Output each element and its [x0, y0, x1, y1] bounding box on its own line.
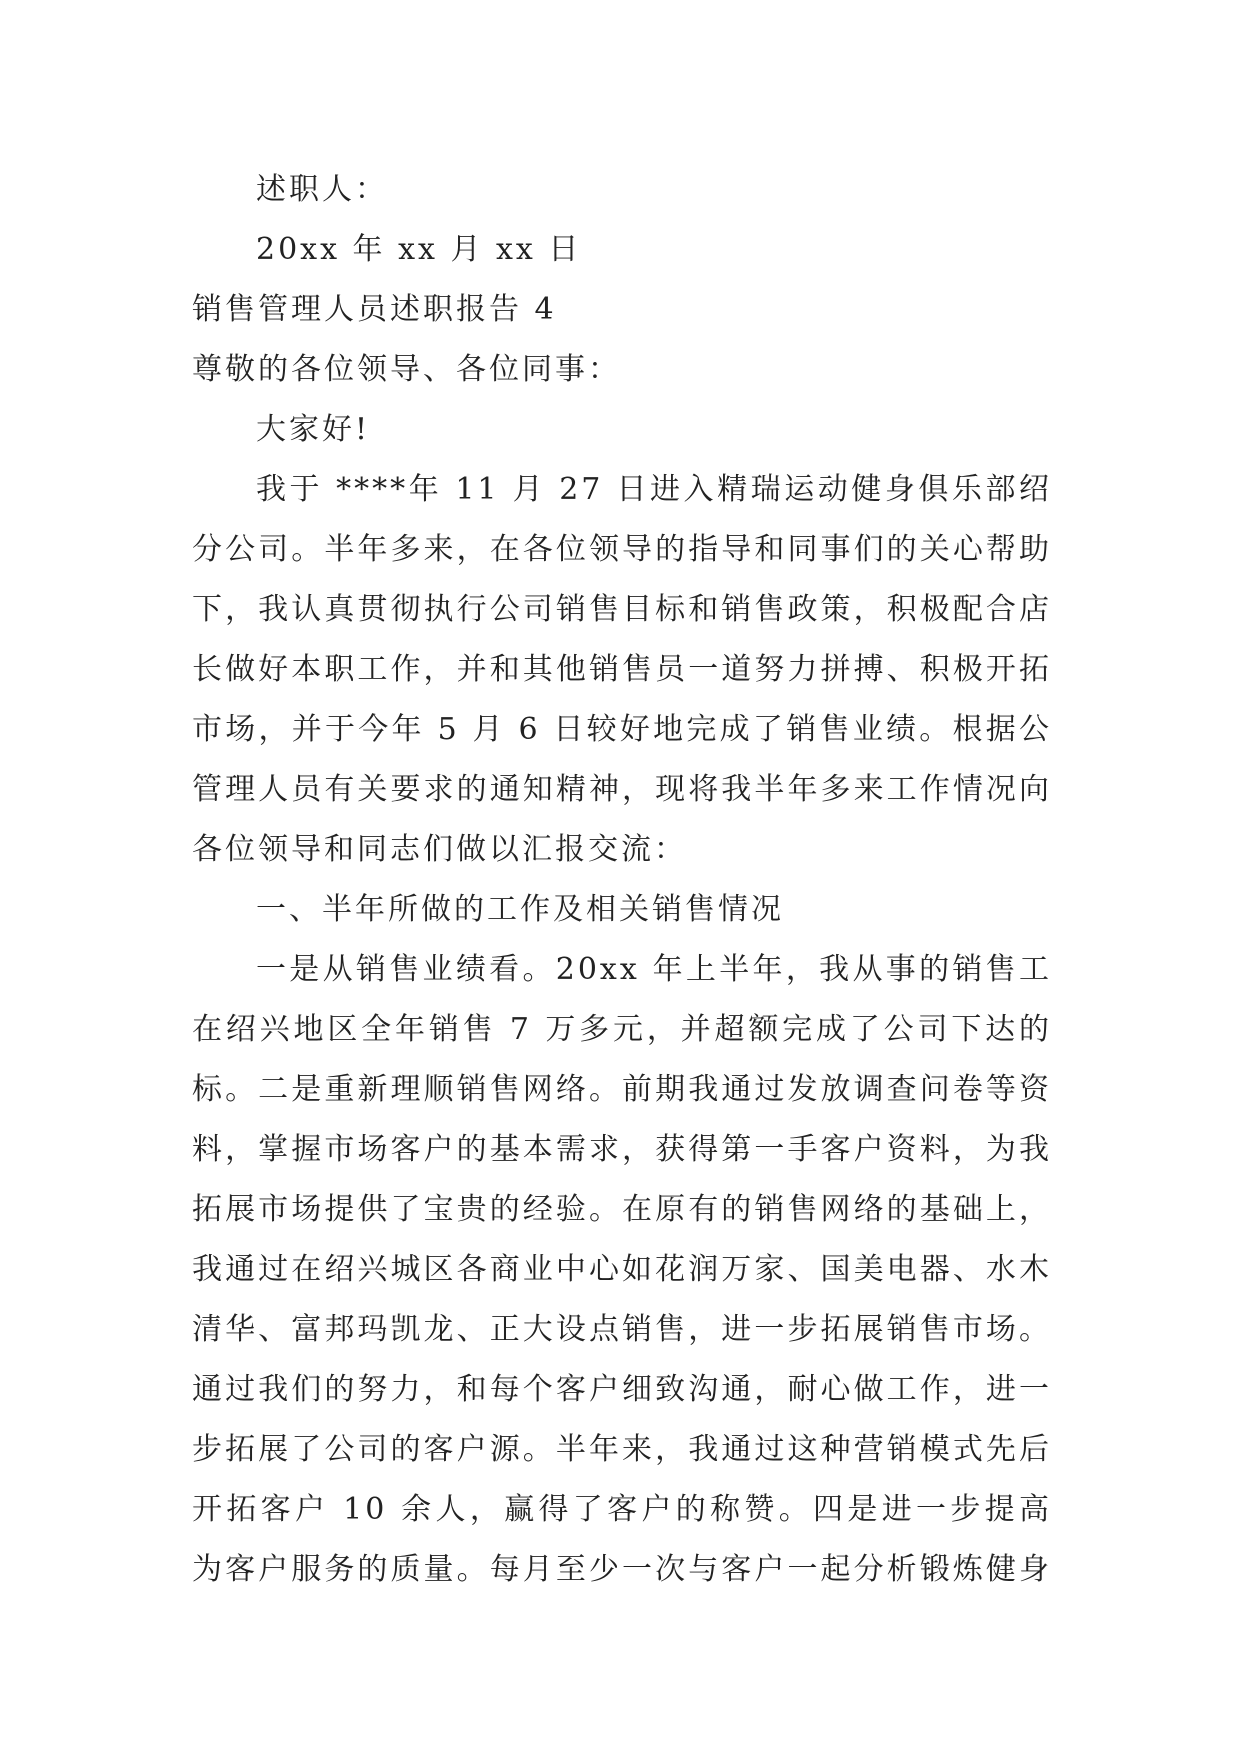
- document-body: [192, 160, 1052, 1600]
- report-date: 20xx 年 xx 月 xx 日: [256, 232, 582, 267]
- paragraph-line: 一是从销售业绩看。20xx 年上半年，我从事的销售工: [256, 952, 1052, 987]
- greeting: 大家好!: [256, 412, 371, 447]
- paragraph-line: 市场，并于今年 5 月 6 日较好地完成了销售业绩。根据公: [192, 712, 1052, 747]
- paragraph-line: 分公司。半年多来，在各位领导的指导和同事们的关心帮助: [192, 532, 1052, 567]
- paragraph-line: 为客户服务的质量。每月至少一次与客户一起分析锻炼健身: [192, 1552, 1052, 1587]
- paragraph-line: 通过我们的努力，和每个客户细致沟通，耐心做工作，进一: [192, 1372, 1052, 1407]
- paragraph-line: 在绍兴地区全年销售 7 万多元，并超额完成了公司下达的: [192, 1012, 1052, 1047]
- paragraph-line: 拓展市场提供了宝贵的经验。在原有的销售网络的基础上，: [192, 1192, 1052, 1227]
- paragraph-line: 我于 ****年 11 月 27 日进入精瑞运动健身俱乐部绍: [256, 472, 1052, 507]
- paragraph-line: 下，我认真贯彻执行公司销售目标和销售政策，积极配合店: [192, 592, 1052, 627]
- paragraph-line: 步拓展了公司的客户源。半年来，我通过这种营销模式先后: [192, 1432, 1052, 1467]
- salutation: 尊敬的各位领导、各位同事：: [192, 352, 621, 387]
- paragraph-line: 标。二是重新理顺销售网络。前期我通过发放调查问卷等资: [192, 1072, 1052, 1107]
- paragraph-line: 清华、富邦玛凯龙、正大设点销售，进一步拓展销售市场。: [192, 1312, 1052, 1347]
- reporter-label: 述职人：: [256, 172, 388, 207]
- paragraph-line: 我通过在绍兴城区各商业中心如花润万家、国美电器、水木: [192, 1252, 1052, 1287]
- paragraph-line: 各位领导和同志们做以汇报交流：: [192, 832, 687, 867]
- section-title: 销售管理人员述职报告 4: [192, 292, 557, 327]
- paragraph-line: 料，掌握市场客户的基本需求，获得第一手客户资料，为我: [192, 1132, 1052, 1167]
- section-heading: 一、半年所做的工作及相关销售情况: [256, 892, 784, 927]
- paragraph-line: 管理人员有关要求的通知精神，现将我半年多来工作情况向: [192, 772, 1052, 807]
- paragraph-line: 开拓客户 10 余人，赢得了客户的称赞。四是进一步提高: [192, 1492, 1052, 1527]
- paragraph-line: 长做好本职工作，并和其他销售员一道努力拼搏、积极开拓: [192, 652, 1052, 687]
